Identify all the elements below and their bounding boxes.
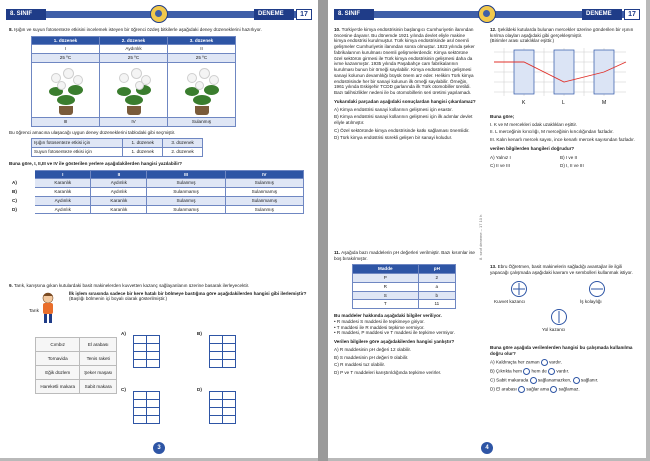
answer-option-a[interactable] [10,179,304,188]
machine-card: Tenis raketi [80,352,117,366]
question-text: Tarık, karışsına gıkan kutulardaki basit makinelerden kuvvetten kazanç sağlayanlanın üzerine basarak ilerleyecektir. [14,283,250,288]
choice-table [31,138,203,156]
distance-gain-icon [550,386,557,393]
setup-cell: I [32,45,100,54]
answer-cell: Sulanmamış [225,196,303,205]
exam-number: 17 [624,9,640,20]
answer-option-d[interactable] [10,205,304,214]
question-mid-text: Bu maddeler hakkında aşağıdaki bilgiler veriliyor. [334,313,442,319]
ease-of-work-icon [588,280,606,298]
setup-cell: 25 ºC [168,54,236,63]
setup-header: 3. düzenek [168,36,236,45]
choice-cell: 1. düzenek [123,148,163,157]
option-c-grid[interactable] [133,391,160,424]
answer-option-d[interactable]: D) P ve T maddeleri karıştırıldığında tepkime verirler. [334,370,442,376]
answer-cell: Sulanmış [147,196,225,205]
answer-option-b[interactable] [10,188,304,197]
statement-item: II. L merceğinin kırıcılığı, M merceğinin kırıcılığından fazladır. [490,129,614,135]
ph-cell: 11 [418,300,455,309]
option-d-grid[interactable] [209,391,236,424]
fact-item: • R maddesi S maddesi ile tepkimeye giriyor. [334,318,425,324]
force-gain-icon [548,368,555,375]
plant-cell [32,62,100,117]
exam-label: DENEME [254,9,294,20]
answer-option-b[interactable] [490,368,638,375]
ph-cell: T [353,300,419,309]
symbol-label: Yol kazancı [542,327,566,333]
choice-cell: Işığın fotosenteze etkisi için [32,139,123,148]
force-gain-icon [541,359,548,366]
answer-cell: Karanlık [91,196,147,205]
answer-table [9,170,304,215]
left-page [0,0,318,458]
ph-cell: R [353,282,419,291]
choice-cell: 2. düzenek [163,148,203,157]
question-number: 13. [490,264,497,269]
machine-card: Cımbız [36,338,80,352]
answer-cell: Sulanmış [225,179,303,188]
option-letter: A) [10,179,35,188]
option-text: A) Kaldıraçta her zaman [490,359,540,365]
answer-cell: Aydınlık [91,188,147,197]
page-number: 3 [153,442,165,454]
lens-label-l: L [562,100,565,107]
question-12 [490,27,638,169]
answer-option-c[interactable]: C) R maddesi tuz olabilir. [334,362,386,368]
ph-cell: P [353,274,419,283]
answer-cell: Aydınlık [35,196,91,205]
page-number: 4 [481,442,493,454]
machine-card: Sabit makara [80,380,117,394]
question-text: Türkiye'de kimya endüstrisinin başlangıcı Cumhuriyetin ilanından öncesine dayanır. Bu dönemde 1921 yılında devlet eliyle makine kimya endüstrisi kurulmuştur. Türk kimya endüstrisinde asıl önemli gelişmeler Cumhuriyetin ilanından sonra olmuştur. 1923 yılında şeker fabrikalarının kurulması önemli gelişmelerdendir. Kimya sektörüne özel sektörün girmesi ile Türk kimya endüstrisinin gelişmesi daha da ivme kazanmıştır. 1935 yılında Paşabahçe cam fabrikalarının kurulması bunun bir örneği sayılabilir. Kimya endüstrisinin gelişmesi sanayi kolunun devamlılığı büyük önem arz eder. Helikim Türk kimya endüstrisinde her bir sanayi kolunun ilk örneği sayılabilir. Örneğin, 1961 yılında Eskişehir TCDD garlarında ilk Türk otomobiller üretildi. Bazı talihsizlikler nedeni ile bu otomobillerin seri üretimi yapılamadı. [334,27,475,96]
question-note: (Birimler arası uzaklıklar eşittir.) [490,38,555,44]
answer-option-b[interactable]: B) I ve II [560,154,578,160]
force-gain-icon [510,280,528,298]
question-number: 11. [334,250,341,255]
answer-option-c[interactable] [490,377,638,384]
lens-diagram [490,46,630,110]
ph-header: pH [418,265,455,274]
setup-cell: IV [100,117,168,126]
machine-card: El arabası [80,338,117,352]
ph-cell: b [418,291,455,300]
question-text: Ebru Öğretmen, basit makinelerin sağladığı avantajlar ile ilgili yapacağı çalışmada aşağıdaki kavram ve sembolleri kullanmak istiyor. [490,264,633,275]
answer-option-d[interactable]: D) I, II ve III [560,163,584,169]
answer-cell: Sulanmamış [147,205,225,214]
ph-header: Madde [353,265,419,274]
machine-card: Tornavida [36,352,80,366]
option-text: hem de [531,368,547,374]
question-prompt: Buna göre aşağıda verilenlerden hangisi bu çalışmada kullanılma doğru olur? [490,345,633,357]
ph-cell: S [353,291,419,300]
boy-label: Tarık [29,308,39,313]
question-prompt: Yukarıdaki parçadan aşağıdaki sonuçlardan hangisi çıkarılamaz? [334,98,476,104]
question-9 [9,283,311,392]
lens-label-k: K [522,100,526,107]
ph-table [352,264,456,309]
answer-header: IV [225,170,303,179]
answer-cell: Karanlık [91,205,147,214]
option-text: sağlar ama [526,386,550,392]
choice-cell: 1. düzenek [123,139,163,148]
answer-cell: Aydınlık [35,205,91,214]
setup-header: 1. düzenek [32,36,100,45]
question-intro: Işığın ve suyun fotosenteze etkisini incelemek isteyen bir öğrenci özdeş bitkilerle aşağıdaki deney düzeneklerini hazırlıyor. [14,27,262,32]
exam-label: DENEME [582,9,622,20]
setup-table [31,36,236,127]
question-13 [490,264,638,393]
plant-image [37,65,95,115]
option-text: sağlamaz. [558,386,580,392]
lens-label-m: M [602,100,607,107]
question-11 [334,250,476,376]
question-text: Aşağıda bazı maddelerin pH değerleri verilmiştir. Bazı kısımlar ise boş bırakılmıştır. [334,250,475,261]
answer-option-c[interactable] [10,196,304,205]
answer-option-a[interactable]: A) R maddesinin pH değeri 12 olabilir. [334,346,412,352]
answer-option-d[interactable] [490,386,638,393]
machine-cards [35,337,117,394]
page-gutter [318,0,328,461]
answer-cell: Sulanmamış [225,188,303,197]
option-text: sağlanır. [580,377,599,383]
machine-card: Hareketli makara [36,380,80,394]
question-mid-text: Bu öğrenci amacına ulaşacağı uygun deney düzeneklerini tablodaki gibi seçmiştir. [9,129,176,135]
force-gain-icon [530,377,537,384]
setup-cell: Sulanmış [168,117,236,126]
answer-cell: Sulanmış [147,179,225,188]
setup-cell: 25 ºC [100,54,168,63]
answer-option-a[interactable]: A) Yalnız I [490,154,511,160]
plant-cell [168,62,236,117]
answer-option-c[interactable]: C) Özel sektöründe kimya endüstrisinde katkı sağlaması önemlidir. [334,127,470,133]
page-header [334,9,640,20]
logo-icon [150,5,168,23]
question-number: 10. [334,27,341,32]
option-text: C) Sabit makarada [490,377,529,383]
option-text: vardır. [556,368,570,374]
setup-cell: II [168,45,236,54]
force-gain-icon [518,386,525,393]
fact-item: • T maddesi ile R maddesi tepkime vermiyor. [334,324,425,330]
exam-number: 17 [296,9,312,20]
answer-option-a[interactable]: A) Kimya endüstrisi sanayi kollarının gelişmesi için esastır. [334,106,453,112]
statement-item: I. K ve M mercekleri odak uzaklıkları eşittir. [490,121,578,127]
answer-option-b[interactable]: B) S maddesinin pH değeri 9 olabilir. [334,354,409,360]
option-letter: C) [10,196,35,205]
grade-label: 8. SINIF [334,9,374,20]
setup-cell: III [32,117,100,126]
option-b-label[interactable]: B) [197,331,202,336]
option-b-grid[interactable] [209,335,236,368]
ph-cell: a [418,282,455,291]
setup-header: 2. düzenek [100,36,168,45]
option-text: B) Çıkrıkta hem [490,368,522,374]
logo-icon [478,5,496,23]
answer-cell: Sulanmamış [147,188,225,197]
right-page [328,0,646,458]
option-text: vardır. [549,359,562,365]
symbol-legend [490,278,638,342]
answer-header: II [91,170,147,179]
option-d-label[interactable]: D) [197,387,202,392]
plant-cell [100,62,168,117]
answer-cell: Karanlık [35,188,91,197]
option-text: D) El arabası [490,386,517,392]
distance-gain-icon [550,308,568,326]
page-header [6,9,312,20]
plant-image [105,65,163,115]
grade-label: 8. SINIF [6,9,46,20]
distance-gain-icon [523,368,530,375]
answer-option-c[interactable]: C) II ve III [490,163,510,169]
symbol-label: Kuvvet kazancı [494,299,526,305]
machine-card: Eğik düzlem [36,366,80,380]
choice-cell: Suyun fotosenteze etkisi için [32,148,123,157]
question-8 [9,27,311,214]
choice-cell: 3. düzenek [163,139,203,148]
question-prompt: Verilen bilgilere göre aşağıdakilerden hangisi yanlıştır? [334,339,455,345]
ease-of-work-icon [573,377,580,384]
machine-card: Şeker maşası [80,366,117,380]
answer-option-a[interactable] [490,359,638,366]
symbol-label: İş kolaylığı [580,299,602,305]
answer-header [10,170,35,179]
question-10 [334,27,476,141]
answer-header: III [147,170,225,179]
option-a-label[interactable]: A) [121,331,126,336]
answer-cell: Aydınlık [91,179,147,188]
question-note: (Başlığı bölmenin içi boyalı olarak gösterilmiştir.) [69,296,168,302]
option-letter: B) [10,188,35,197]
fact-item: • R maddesi, P maddesi ve T maddesi ile tepkime vermiyor. [334,330,455,336]
statement-item: III. Kalın kenarlı mercek sayısı, ince kenarlı mercek sayısından fazladır. [490,137,635,143]
side-text: 8. sınıf deneme – 17 10 h [478,214,483,260]
question-mid-text: Buna göre; [490,113,515,119]
ph-cell: 2 [418,274,455,283]
question-prompt: Buna göre, I, II,III ve IV ile gösterilen yerlere aşağıdakilerden hangisi yazılabilir? [9,160,183,166]
question-prompt: verilen bilgilerden hangileri doğrudur? [490,145,575,151]
question-text: Şekildeki kutularda bulunan mercekler üzerine gönderilen bir ışının kırılma olayları aşağıdaki gibi gerçekleşmiştir. [490,27,634,38]
question-number: 12. [490,27,497,32]
setup-cell: Aydınlık [100,45,168,54]
option-letter: D) [10,205,35,214]
answer-option-b[interactable]: B) Kimya endüstrisi sanayi kollarının gelişmesi için ilk adımlar devlet eliyle atılmıştır. [334,114,473,126]
option-a-grid[interactable] [133,335,160,368]
plant-image [173,65,231,115]
answer-option-d[interactable]: D) Türk kimya endüstrisi sürekli gelişen bir sanayi koludur. [334,135,453,141]
setup-cell: 25 ºC [32,54,100,63]
question-number: 9. [9,283,13,288]
question-prompt: İlk işlem sırasında sadece bir kere hatalı bir bölmeye bastığına göre aşağıdakilerden hangisi gibi ilerlemiştir? [69,290,307,296]
option-text: sağlanamazken, [537,377,572,383]
answer-cell: Sulanmış [225,205,303,214]
answer-header: I [35,170,91,179]
question-number: 8. [9,27,13,32]
answer-cell: Karanlık [35,179,91,188]
option-c-label[interactable]: C) [121,387,126,392]
